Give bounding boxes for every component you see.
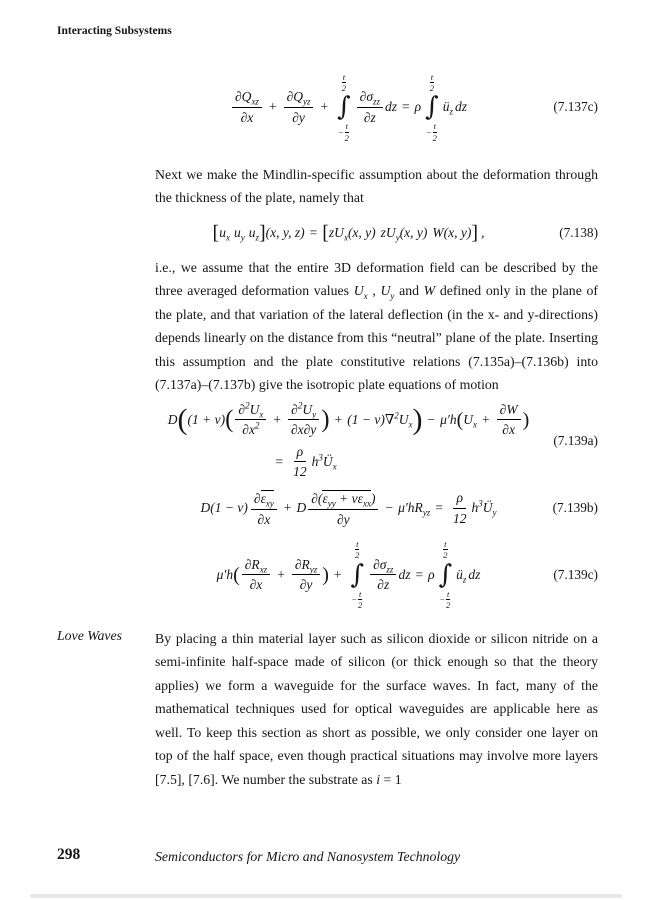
math-token: t 2 bbox=[341, 72, 346, 94]
math-token: $\partial\sigma_{zz}$ bbox=[357, 89, 383, 108]
math-token: ∂x bbox=[240, 109, 254, 125]
integral bbox=[351, 539, 365, 610]
math-token: t 2 bbox=[355, 539, 360, 561]
text-run: and bbox=[394, 283, 424, 299]
math-token: $\frac{t}{2}$ bbox=[358, 588, 363, 610]
math-token: ρ bbox=[294, 444, 306, 463]
equation-body bbox=[217, 539, 481, 610]
fraction bbox=[292, 557, 320, 593]
integral-upper-limit bbox=[354, 539, 360, 560]
overbar-epsilon-group: $\varepsilon_{yy} + \nu\varepsilon_{xx}$ bbox=[322, 490, 371, 509]
equation-label: (7.137c) bbox=[553, 99, 598, 115]
plus-operator: + bbox=[277, 566, 285, 582]
main-text-column bbox=[57, 60, 598, 791]
left-paren: ( bbox=[225, 406, 234, 434]
math-token: $\frac{t}{2}$ bbox=[432, 121, 437, 143]
math-token: ∂y bbox=[337, 511, 350, 527]
math-token: $\partial R_{xz}$ bbox=[242, 557, 270, 576]
math-token: $u_x$ bbox=[219, 224, 230, 243]
plus-operator: + bbox=[320, 99, 329, 115]
math-token: (1 − ν) bbox=[347, 411, 385, 427]
plus-operator: + bbox=[283, 500, 292, 516]
equals-operator: = bbox=[435, 500, 443, 516]
math-token: μ′h bbox=[440, 411, 457, 427]
equals-operator: = bbox=[309, 224, 318, 240]
math-token: $ü_z$ bbox=[456, 566, 467, 585]
math-token: ρ bbox=[414, 99, 422, 115]
math-token: $zU_y(x$, y) bbox=[380, 224, 428, 243]
equals-operator: = bbox=[275, 453, 284, 469]
left-paren: ( bbox=[233, 563, 240, 586]
math-token: $\frac{t}{2}$ bbox=[446, 588, 451, 610]
equation-label: (7.138) bbox=[559, 224, 598, 240]
math-token: t 2 bbox=[429, 72, 435, 94]
math-token: D bbox=[167, 411, 178, 427]
math-token: $u_z$ bbox=[248, 224, 259, 243]
math-token: D bbox=[296, 500, 307, 516]
math-token: $\partial x^2$ bbox=[242, 420, 260, 438]
math-token: ∂x∂y bbox=[290, 422, 317, 438]
math-token: $U_y$ bbox=[380, 283, 395, 301]
math-token: dz bbox=[385, 99, 398, 115]
fraction bbox=[251, 490, 277, 527]
fraction bbox=[235, 402, 266, 438]
equation-label: (7.139b) bbox=[552, 500, 598, 516]
right-bracket: ] bbox=[471, 221, 479, 244]
math-token: t 2 bbox=[443, 539, 448, 561]
equation-body-line2 bbox=[270, 444, 336, 480]
equation-7.139b bbox=[155, 490, 598, 527]
fraction bbox=[242, 557, 270, 593]
fraction bbox=[450, 490, 470, 526]
math-token: $\partial\varepsilon_{xy}$ bbox=[251, 490, 277, 510]
math-token: ρ bbox=[428, 566, 435, 582]
plus-operator: + bbox=[334, 411, 343, 427]
math-token: ∂y bbox=[299, 577, 313, 593]
math-token: $h^3Ü_x$ bbox=[311, 452, 337, 472]
comma: , bbox=[481, 224, 485, 240]
equation-label: (7.139a) bbox=[553, 432, 598, 448]
text-run: i.e., we assume that the entire 3D deformation field can be described by the three averaged deformation values bbox=[155, 259, 598, 299]
math-token: $\nabla^2U_x$ bbox=[384, 410, 413, 430]
fraction bbox=[284, 89, 314, 125]
math-token: W bbox=[423, 283, 436, 299]
equation-body-line1 bbox=[168, 402, 530, 438]
math-token: $\partial\sigma_{zz}$ bbox=[370, 557, 396, 576]
right-paren: ) bbox=[522, 408, 530, 431]
math-token: W(x, y) bbox=[432, 224, 472, 240]
equals-operator: = bbox=[402, 99, 410, 115]
equation-body bbox=[230, 72, 467, 143]
math-token: $U_x$ bbox=[463, 411, 478, 430]
math-token: $\partial^2U_y$ bbox=[288, 402, 319, 421]
integral bbox=[439, 539, 453, 610]
fraction bbox=[290, 444, 310, 480]
page-number: 298 bbox=[57, 846, 81, 863]
right-bracket: ] bbox=[258, 221, 266, 244]
text-run: = 1 bbox=[380, 771, 402, 787]
math-token: dz bbox=[454, 99, 467, 115]
equation-body bbox=[201, 490, 497, 527]
integral-sign-icon: ∫ bbox=[438, 559, 453, 590]
margin-note-love-waves: Love Waves bbox=[57, 627, 123, 643]
text-run: Next we make the Mindlin-specific assumption about the deformation through the thickness of the plate, namely that bbox=[155, 166, 598, 206]
equals-operator: = bbox=[415, 566, 424, 582]
math-token: $\partial R_{yz}$ bbox=[292, 557, 320, 576]
running-header: Interacting Subsystems bbox=[57, 25, 172, 37]
math-token: $\frac{t}{2}$ bbox=[344, 121, 349, 143]
left-paren: ( bbox=[177, 402, 188, 436]
math-token: 12 bbox=[293, 464, 307, 480]
math-token: $zU_x(x$, y) bbox=[328, 224, 376, 243]
minus-operator: − bbox=[385, 500, 394, 516]
math-token: ∂x bbox=[249, 577, 263, 593]
equation-7.138 bbox=[155, 223, 598, 243]
equation-label: (7.139c) bbox=[553, 566, 598, 582]
math-token: $\partial(\varepsilon_{yy} + \nu\varepsilon_{xx})$ bbox=[308, 490, 378, 510]
fraction bbox=[497, 402, 521, 438]
math-token: $\partial^2U_x$ bbox=[235, 402, 266, 421]
fraction bbox=[232, 89, 262, 125]
right-paren: ) bbox=[412, 402, 423, 436]
math-token: i bbox=[376, 771, 381, 787]
minus-operator: − bbox=[427, 411, 436, 427]
left-bracket: [ bbox=[322, 221, 329, 244]
integral-upper-limit bbox=[429, 72, 435, 93]
integral-lower-limit: − $\frac{t}{2}$ bbox=[337, 121, 349, 143]
integral-lower-limit: − $\frac{t}{2}$ bbox=[425, 121, 437, 143]
equation-7.137c bbox=[155, 72, 598, 143]
overbar-epsilon: $\varepsilon_{xy}$ bbox=[260, 490, 274, 509]
math-token: ∂z bbox=[377, 577, 390, 593]
right-paren: ) bbox=[321, 406, 330, 434]
math-token: μ′h bbox=[216, 566, 234, 582]
math-token: dz bbox=[468, 566, 481, 582]
integral-sign-icon: ∫ bbox=[350, 559, 365, 590]
math-token: ρ bbox=[453, 490, 465, 509]
math-token: (1 + ν) bbox=[187, 411, 226, 427]
fraction bbox=[308, 490, 378, 527]
math-token: ∂x bbox=[257, 511, 271, 527]
book-title-footer: Semiconductors for Micro and Nanosystem Technology bbox=[155, 849, 461, 864]
plus-operator: + bbox=[273, 411, 281, 427]
math-token: ∂W bbox=[497, 402, 521, 421]
math-token: $\partial Q_{xz}$ bbox=[232, 89, 262, 108]
integral bbox=[337, 72, 351, 143]
integral-sign-icon: ∫ bbox=[425, 92, 439, 123]
love-waves-section bbox=[57, 627, 598, 792]
text-run: By placing a thin material layer such as silicon dioxide or silicon nitride on a semi-infinite half-space made of silicon (or thick enough so that the theory applies) we form a waveguide for the surface waves. In fact, many of the mathematical techniques used for optical waveguides are applicable here as well. To keep this section as short as possible, we only consider one layer on top of the half space, even though practical situations may involve more layers [7.5], [7.6]. We number the substrate as bbox=[155, 630, 598, 787]
left-bracket: [ bbox=[212, 221, 220, 244]
equation-body bbox=[213, 223, 485, 243]
plus-operator: + bbox=[482, 411, 490, 427]
paragraph-love-waves bbox=[155, 627, 598, 792]
integral-lower-limit: − $\frac{t}{2}$ bbox=[351, 588, 363, 610]
text-run: defined only in the plane of the plate, and that variation of the lateral deflection (in the x- and y-directions) depends linearly on the distance from this “neutral” plane of the plate. Inserting this assumption and the plate constitutive relations (7.135a)–(7.136b) into (7.137a)–(7.137b) give the isotropic plate equations of motion bbox=[155, 283, 598, 393]
plus-operator: + bbox=[333, 566, 342, 582]
equation-7.139c bbox=[155, 539, 598, 610]
right-paren: ) bbox=[322, 563, 329, 586]
equation-7.139a bbox=[155, 402, 598, 480]
integral-lower-limit: − $\frac{t}{2}$ bbox=[439, 588, 451, 610]
math-token: D(1 − ν) bbox=[200, 500, 248, 516]
integral bbox=[425, 72, 439, 143]
integral-upper-limit bbox=[341, 72, 347, 93]
text-run: , bbox=[367, 283, 381, 299]
integral-upper-limit bbox=[442, 539, 448, 560]
math-token: ∂y bbox=[292, 109, 305, 125]
plus-operator: + bbox=[268, 99, 277, 115]
math-token: dz bbox=[398, 566, 411, 582]
left-paren: ( bbox=[456, 408, 464, 431]
math-token: $\mu'hR_{yz}$ bbox=[398, 500, 431, 519]
math-token: $h^3Ü_y$ bbox=[471, 498, 497, 519]
math-token: $u_y$ bbox=[233, 224, 245, 243]
fraction bbox=[357, 89, 383, 125]
math-token: $\partial Q_{yz}$ bbox=[284, 89, 314, 108]
math-token: $U_x$ bbox=[353, 283, 368, 301]
integral-sign-icon: ∫ bbox=[337, 92, 351, 123]
paragraph-deformation-field bbox=[155, 256, 598, 397]
math-token: 12 bbox=[452, 510, 467, 526]
math-token: (x, y, z) bbox=[265, 224, 305, 240]
fraction bbox=[370, 557, 396, 593]
math-token: $ü_z$ bbox=[442, 99, 453, 118]
math-token: ∂z bbox=[363, 109, 376, 125]
page-edge-shadow bbox=[30, 894, 622, 898]
math-token: ∂x bbox=[502, 422, 515, 438]
paragraph-mindlin-assumption bbox=[155, 163, 598, 210]
fraction bbox=[288, 402, 319, 438]
